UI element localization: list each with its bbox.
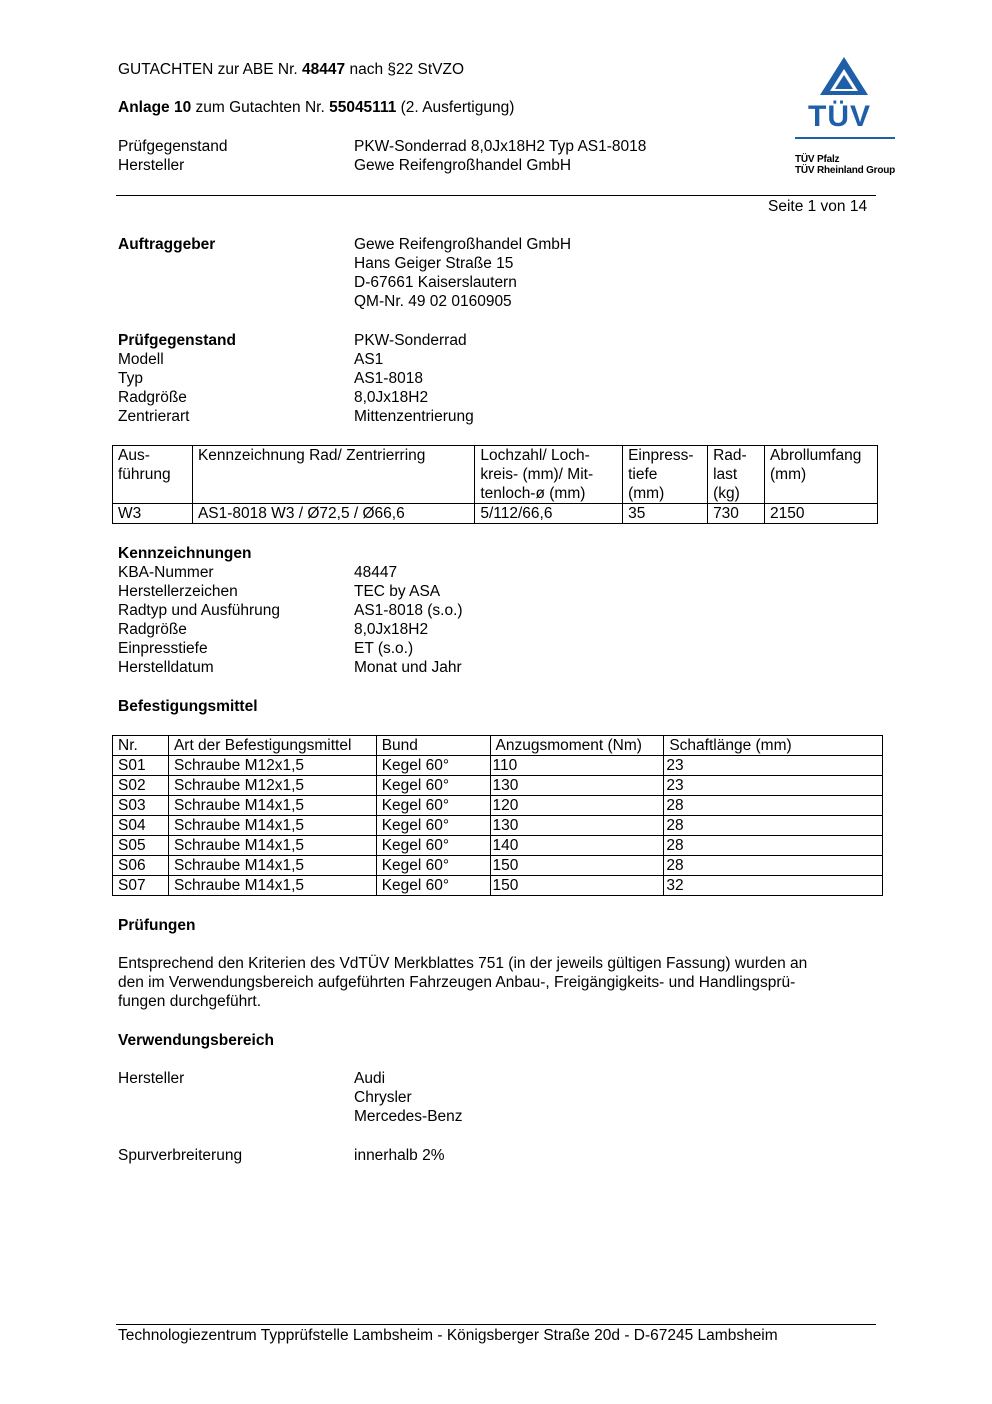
header-divider xyxy=(116,195,876,196)
befestigung-cell: S06 xyxy=(113,856,169,876)
befestigung-cell: S02 xyxy=(113,776,169,796)
kz-row-value: 48447 xyxy=(354,564,398,581)
pruefungen-text-line: fungen durchgeführt. xyxy=(118,993,262,1010)
gutachten-number: 55045111 xyxy=(329,99,397,116)
hersteller-label: Hersteller xyxy=(118,1070,185,1087)
wheel-header-cell: Kennzeichnung Rad/ Zentrierring xyxy=(192,446,474,504)
kz-row-label: Einpresstiefe xyxy=(118,640,208,657)
befestigung-cell: Schraube M14x1,5 xyxy=(168,816,376,836)
wheel-table-header xyxy=(113,446,878,504)
befestigung-cell: 23 xyxy=(664,756,883,776)
befestigung-cell: Kegel 60° xyxy=(376,816,490,836)
table-row xyxy=(113,856,883,876)
auftraggeber-line: Gewe Reifengroßhandel GmbH xyxy=(354,236,572,253)
pruefungen-text-line: den im Verwendungsbereich aufgeführten Fahrzeugen Anbau-, Freigängigkeits- und Handlingsprü- xyxy=(118,974,796,991)
kz-row-value: 8,0Jx18H2 xyxy=(354,621,429,638)
auftraggeber-line: QM-Nr. 49 02 0160905 xyxy=(354,293,512,310)
pruefungen-heading: Prüfungen xyxy=(118,917,196,934)
table-row xyxy=(113,836,883,856)
befestigung-cell: 150 xyxy=(490,876,664,896)
kz-row-value: TEC by ASA xyxy=(354,583,441,600)
pg-row-value: Mittenzentrierung xyxy=(354,408,474,425)
befestigung-cell: Kegel 60° xyxy=(376,776,490,796)
kz-row-label: Herstellerzeichen xyxy=(118,583,238,600)
wheel-cell: 2150 xyxy=(765,504,878,524)
befestigung-cell: S03 xyxy=(113,796,169,816)
befestigung-cell: Schraube M14x1,5 xyxy=(168,836,376,856)
befestigung-cell: Schraube M12x1,5 xyxy=(168,776,376,796)
logo-sub1: TÜV Pfalz xyxy=(795,154,840,165)
pg-row-value: 8,0Jx18H2 xyxy=(354,389,429,406)
header-pg-value: PKW-Sonderrad 8,0Jx18H2 Typ AS1-8018 xyxy=(354,138,647,155)
page-number: Seite 1 von 14 xyxy=(768,198,868,215)
befestigung-cell: 28 xyxy=(664,816,883,836)
befestigung-cell: 23 xyxy=(664,776,883,796)
befestigung-cell: 28 xyxy=(664,856,883,876)
spur-value: innerhalb 2% xyxy=(354,1147,445,1164)
table-row xyxy=(113,756,883,776)
auftraggeber-line: Hans Geiger Straße 15 xyxy=(354,255,514,272)
hersteller-item: Audi xyxy=(354,1070,386,1087)
logo-brand: TÜV xyxy=(808,100,871,133)
befestigung-cell: 32 xyxy=(664,876,883,896)
befestigung-cell: 130 xyxy=(490,816,664,836)
spur-label: Spurverbreiterung xyxy=(118,1147,243,1164)
befestigung-cell: S05 xyxy=(113,836,169,856)
befestigung-cell: Kegel 60° xyxy=(376,876,490,896)
pg-row-value: AS1 xyxy=(354,351,384,368)
header-hs-label: Hersteller xyxy=(118,157,185,174)
befestigung-cell: Kegel 60° xyxy=(376,836,490,856)
header-hs-value: Gewe Reifengroßhandel GmbH xyxy=(354,157,572,174)
befestigung-cell: 28 xyxy=(664,836,883,856)
befestigung-cell: Kegel 60° xyxy=(376,856,490,876)
befestigung-cell: 110 xyxy=(490,756,664,776)
hersteller-item: Mercedes-Benz xyxy=(354,1108,463,1125)
tuev-logo xyxy=(794,55,898,179)
wheel-header-cell: Rad- last (kg) xyxy=(708,446,765,504)
befestigung-cell: S04 xyxy=(113,816,169,836)
befestigung-cell: Schraube M12x1,5 xyxy=(168,756,376,776)
wheel-cell: AS1-8018 W3 / Ø72,5 / Ø66,6 xyxy=(192,504,474,524)
header-pg-label: Prüfgegenstand xyxy=(118,138,228,155)
wheel-cell: 5/112/66,6 xyxy=(475,504,623,524)
kz-row-label: Radtyp und Ausführung xyxy=(118,602,281,619)
wheel-cell: 35 xyxy=(623,504,708,524)
befestigung-heading: Befestigungsmittel xyxy=(118,698,258,715)
befestigung-cell: Kegel 60° xyxy=(376,796,490,816)
table-row xyxy=(113,776,883,796)
wheel-header-cell: Einpress- tiefe (mm) xyxy=(623,446,708,504)
wheel-header-cell: Aus- führung xyxy=(113,446,193,504)
befestigung-cell: Schraube M14x1,5 xyxy=(168,796,376,816)
befestigung-header-cell: Schaftlänge (mm) xyxy=(664,736,883,756)
header-anlage: Anlage 10 zum Gutachten Nr. 55045111 (2. Ausfertigung) xyxy=(118,99,515,116)
table-row xyxy=(113,796,883,816)
pruefgegenstand-value: PKW-Sonderrad xyxy=(354,332,467,349)
befestigung-cell: Schraube M14x1,5 xyxy=(168,856,376,876)
kz-row-value: AS1-8018 (s.o.) xyxy=(354,602,463,619)
befestigung-cell: S01 xyxy=(113,756,169,776)
table-row xyxy=(113,504,878,524)
kz-row-value: Monat und Jahr xyxy=(354,659,462,676)
footer-text: Technologiezentrum Typprüfstelle Lambsheim - Königsberger Straße 20d - D-67245 Lambsheim xyxy=(118,1327,778,1344)
befestigung-table xyxy=(112,735,883,896)
befestigung-cell: 28 xyxy=(664,796,883,816)
kz-row-label: KBA-Nummer xyxy=(118,564,214,581)
wheel-cell: 730 xyxy=(708,504,765,524)
befestigung-header-cell: Nr. xyxy=(113,736,169,756)
befestigung-header xyxy=(113,736,883,756)
pg-row-label: Typ xyxy=(118,370,143,387)
table-row xyxy=(113,816,883,836)
befestigung-cell: S07 xyxy=(113,876,169,896)
befestigung-cell: 150 xyxy=(490,856,664,876)
pg-row-label: Radgröße xyxy=(118,389,187,406)
kz-row-label: Radgröße xyxy=(118,621,187,638)
logo-sub2: TÜV Rheinland Group xyxy=(795,165,896,176)
abe-number: 48447 xyxy=(302,61,346,78)
pg-row-value: AS1-8018 xyxy=(354,370,423,387)
befestigung-cell: 140 xyxy=(490,836,664,856)
kennzeichnungen-heading: Kennzeichnungen xyxy=(118,545,252,562)
verwendungsbereich-heading: Verwendungsbereich xyxy=(118,1032,274,1049)
befestigung-header-cell: Anzugsmoment (Nm) xyxy=(490,736,664,756)
auftraggeber-label: Auftraggeber xyxy=(118,236,216,253)
wheel-table xyxy=(112,445,878,524)
auftraggeber-line: D-67661 Kaiserslautern xyxy=(354,274,517,291)
pruefgegenstand-heading: Prüfgegenstand xyxy=(118,332,236,349)
befestigung-header-cell: Art der Befestigungsmittel xyxy=(168,736,376,756)
pg-row-label: Modell xyxy=(118,351,164,368)
wheel-cell: W3 xyxy=(113,504,193,524)
kz-row-value: ET (s.o.) xyxy=(354,640,414,657)
befestigung-cell: Kegel 60° xyxy=(376,756,490,776)
wheel-header-cell: Abrollumfang (mm) xyxy=(765,446,878,504)
table-row xyxy=(113,876,883,896)
footer-divider xyxy=(116,1324,876,1325)
befestigung-cell: 130 xyxy=(490,776,664,796)
befestigung-cell: 120 xyxy=(490,796,664,816)
header-title: GUTACHTEN zur ABE Nr. 48447 nach §22 StVZO xyxy=(118,61,465,78)
hersteller-item: Chrysler xyxy=(354,1089,412,1106)
befestigung-cell: Schraube M14x1,5 xyxy=(168,876,376,896)
befestigung-header-cell: Bund xyxy=(376,736,490,756)
pruefungen-text-line: Entsprechend den Kriterien des VdTÜV Merkblattes 751 (in der jeweils gültigen Fassung) wurden an xyxy=(118,955,808,972)
wheel-header-cell: Lochzahl/ Loch- kreis- (mm)/ Mit- tenloch-ø (mm) xyxy=(475,446,623,504)
kz-row-label: Herstelldatum xyxy=(118,659,214,676)
pg-row-label: Zentrierart xyxy=(118,408,190,425)
